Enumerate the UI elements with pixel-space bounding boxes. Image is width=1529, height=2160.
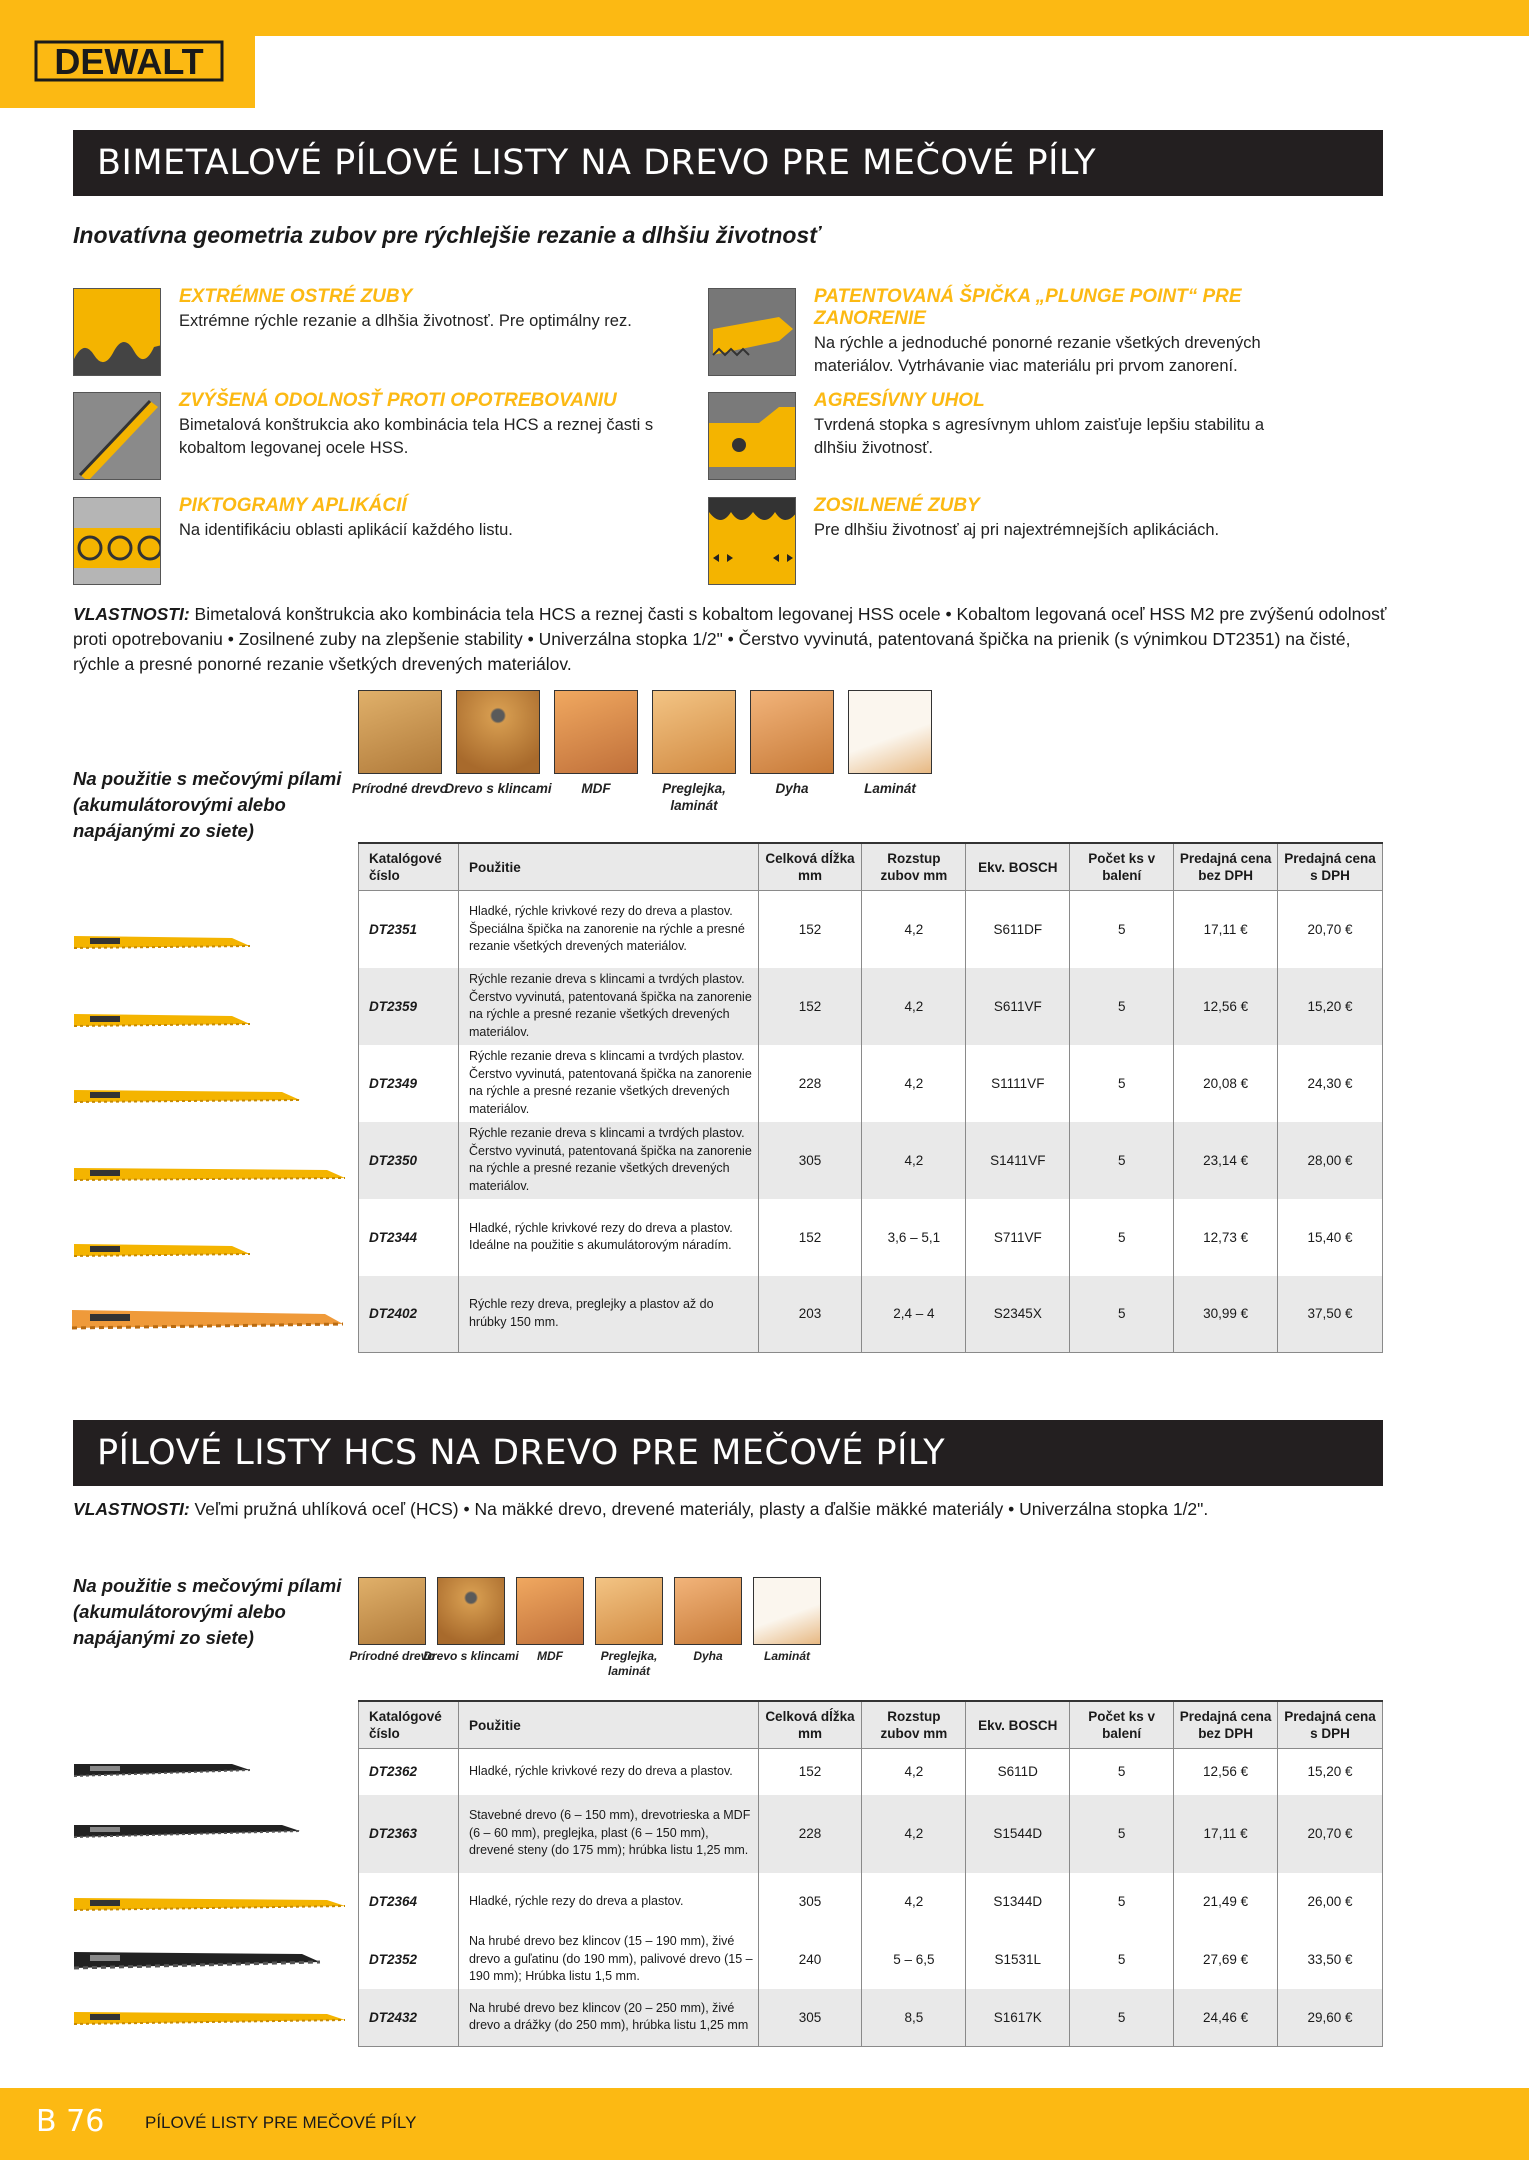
logo-box — [0, 0, 255, 108]
section2-usage-note: Na použitie s mečovými pílami (akumulátorovými alebo napájanými zo siete) — [73, 1575, 342, 1648]
reinforced-teeth-icon — [708, 497, 796, 585]
plunge-point-icon — [708, 288, 796, 376]
sharp-teeth-icon — [73, 288, 161, 376]
section1-usage-note: Na použitie s mečovými pílami (akumulátorovými alebo napájanými zo siete) — [73, 768, 342, 841]
blade-image-dt2402 — [70, 1302, 345, 1332]
section1-title: BIMETALOVÉ PÍLOVÉ LISTY NA DREVO PRE MEČOVÉ PÍLY — [73, 130, 1383, 196]
blade-image-dt2364 — [72, 1890, 347, 1914]
bimetal-blade-icon — [73, 392, 161, 480]
aggressive-angle-icon — [708, 392, 796, 480]
section2-product-table — [358, 1700, 1383, 2047]
svg-text:DEWALT: DEWALT — [54, 41, 204, 82]
table-header-row: Katalógové číslo Použitie Celková dĺžka mm Rozstup zubov mm Ekv. BOSCH Počet ks v balení Predajná cena bez DPH Predajná cena s DPH — [359, 1701, 1383, 1749]
section1-product-table — [358, 842, 1383, 1353]
section1-subtitle: Inovatívna geometria zubov pre rýchlejšie rezanie a dlhšiu životnosť — [73, 222, 821, 248]
blade-image-dt2362 — [72, 1756, 252, 1780]
page-number: B 76 — [36, 2104, 105, 2139]
pictogram-icon — [73, 497, 161, 585]
section2-title: PÍLOVÉ LISTY HCS NA DREVO PRE MEČOVÉ PÍLY — [73, 1420, 1383, 1486]
table-row: DT2363 Stavebné drevo (6 – 150 mm), drevotrieska a MDF (6 – 60 mm), preglejka, plast (6 – 150 mm), drevené steny (do 175 mm); hrúbka listu 1,25 mm. 228 4,2 S1544D 5 17,11 € 20,70 € — [359, 1795, 1383, 1873]
blade-image-dt2349 — [72, 1082, 302, 1106]
blade-image-dt2344 — [72, 1236, 252, 1260]
footer-text: PÍLOVÉ LISTY PRE MEČOVÉ PÍLY — [145, 2113, 417, 2132]
table-row: DT2344 Hladké, rýchle krivkové rezy do dreva a plastov. Ideálne na použitie s akumulátorovým náradím. 152 3,6 – 5,1 S711VF 5 12,73 € 15,40 € — [359, 1199, 1383, 1276]
table-row: DT2402 Rýchle rezy dreva, preglejky a plastov až do hrúbky 150 mm. 203 2,4 – 4 S2345X 5 30,99 € 37,50 € — [359, 1276, 1383, 1353]
table-row: DT2362 Hladké, rýchle krivkové rezy do dreva a plastov. 152 4,2 S611D 5 12,56 € 15,20 € — [359, 1749, 1383, 1795]
table-row: DT2432 Na hrubé drevo bez klincov (20 – 250 mm), živé drevo a drážky (do 250 mm), hrúbka listu 1,25 mm 305 8,5 S1617K 5 24,46 € 29,60 € — [359, 1989, 1383, 2047]
blade-image-dt2350 — [72, 1160, 347, 1184]
table-header-row: Katalógové číslo Použitie Celková dĺžka mm Rozstup zubov mm Ekv. BOSCH Počet ks v balení Predajná cena bez DPH Predajná cena s DPH — [359, 843, 1383, 891]
table-row: DT2364 Hladké, rýchle rezy do dreva a plastov. 305 4,2 S1344D 5 21,49 € 26,00 € — [359, 1873, 1383, 1931]
table-row: DT2349 Rýchle rezanie dreva s klincami a tvrdých plastov. Čerstvo vyvinutá, patentovaná špička na zanorenie na rýchle a presné rezanie všetkých drevených materiálov. 228 4,2 S1111VF 5 20,08 € 24,30 € — [359, 1045, 1383, 1122]
blade-image-dt2359 — [72, 1006, 252, 1030]
blade-image-dt2363 — [72, 1817, 302, 1841]
table-row: DT2352 Na hrubé drevo bez klincov (15 – 190 mm), živé drevo a guľatinu (do 190 mm), palivové drevo (15 – 190 mm); Hrúbka listu 1,5 mm. 240 5 – 6,5 S1531L 5 27,69 € 33,50 € — [359, 1931, 1383, 1989]
blade-image-dt2432 — [72, 2004, 347, 2028]
blade-image-dt2351 — [72, 928, 252, 952]
table-row: DT2359 Rýchle rezanie dreva s klincami a tvrdých plastov. Čerstvo vyvinutá, patentovaná špička na zanorenie na rýchle a presné rezanie všetkých drevených materiálov. 152 4,2 S611VF 5 12,56 € 15,20 € — [359, 968, 1383, 1045]
section2-properties: VLASTNOSTI: Veľmi pružná uhlíková oceľ (HCS) • Na mäkké drevo, drevené materiály, plasty a ďalšie mäkké materiály • Univerzálna stopka 1/2". — [73, 1499, 1209, 1519]
blade-image-dt2352 — [72, 1944, 322, 1972]
table-row: DT2350 Rýchle rezanie dreva s klincami a tvrdých plastov. Čerstvo vyvinutá, patentovaná špička na zanorenie na rýchle a presné rezanie všetkých drevených materiálov. 305 4,2 S1411VF 5 23,14 € 28,00 € — [359, 1122, 1383, 1199]
table-row: DT2351 Hladké, rýchle krivkové rezy do dreva a plastov. Špeciálna špička na zanorenie na rýchle a presné rezanie všetkých drevených materiálov. 152 4,2 S611DF 5 17,11 € 20,70 € — [359, 891, 1383, 968]
section1-properties: VLASTNOSTI: Bimetalová konštrukcia ako kombinácia tela HCS a reznej časti s kobaltom legovanej HSS ocele • Kobaltom legovaná oceľ HSS M2 pre zvýšenú odolnosť proti opotrebovaniu • Zosilnené zuby na zlepšenie stability • Univerzálna stopka 1/2" • Čerstvo vyvinutá, patentovaná špička na prienik (s výnimkou DT2351) na čisté, rýchle a presné ponorné rezanie všetkých drevených materiálov. — [73, 604, 1387, 674]
dewalt-logo — [34, 38, 224, 86]
